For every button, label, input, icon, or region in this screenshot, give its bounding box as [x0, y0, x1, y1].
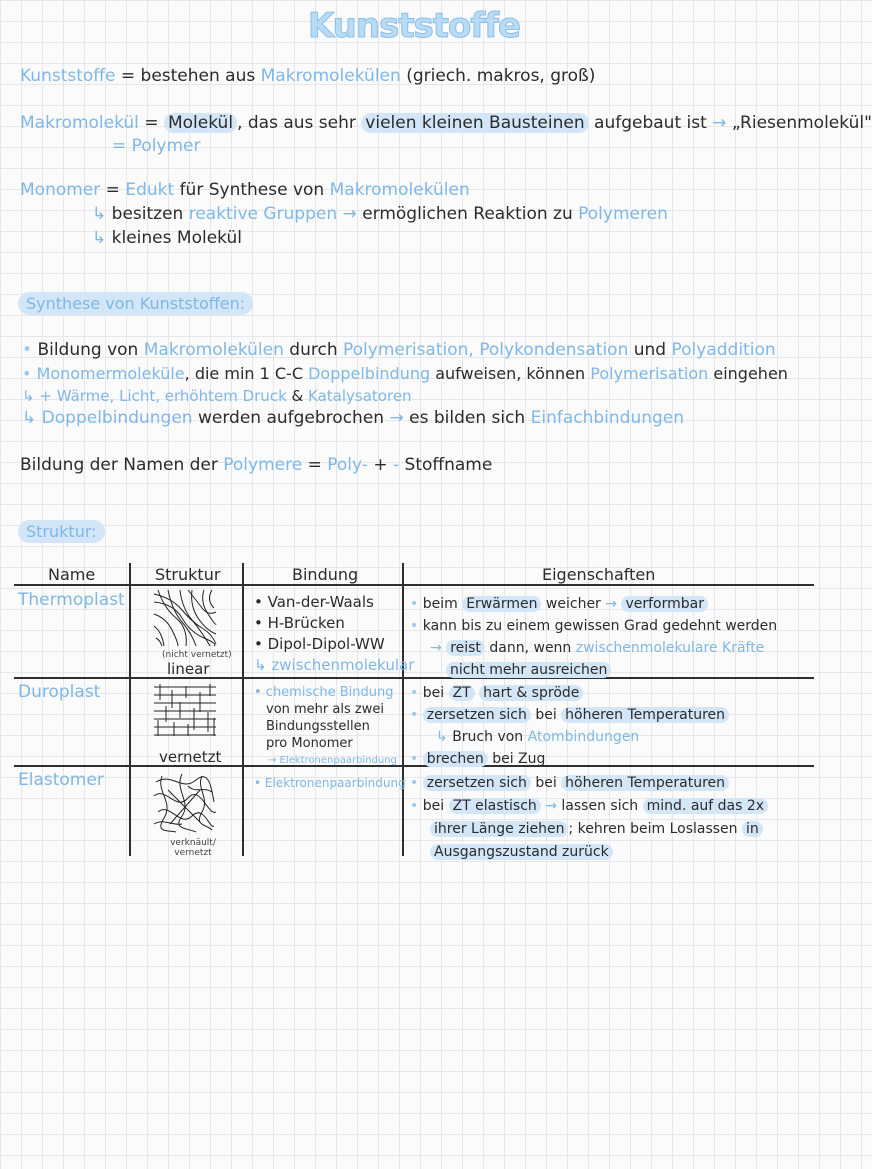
text: + [373, 455, 388, 475]
column-header-eigenschaften: Eigenschaften [542, 565, 656, 584]
text: für Synthese von [179, 180, 325, 200]
term-polymeren: Polymeren [578, 204, 668, 224]
bullet: • [22, 364, 32, 383]
term: Poly- [327, 455, 368, 475]
bullet: • [410, 685, 419, 701]
eig-line [410, 726, 729, 748]
bindung-duroplast [254, 684, 397, 769]
highlight: zersetzen sich [423, 775, 531, 791]
text: besitzen [111, 204, 184, 224]
term: erhöhtem Druck [164, 387, 287, 405]
structure-label-vernetzt: vernetzt [159, 748, 222, 766]
text: & [291, 387, 304, 405]
tangled-structure-drawing [152, 772, 218, 834]
text: werden aufgebrochen [197, 408, 385, 428]
term-makromolekuelen: Makromolekülen [260, 66, 401, 86]
eig-line [410, 682, 729, 704]
text: lassen sich [561, 798, 639, 814]
highlight-molekuel: Molekül [164, 113, 237, 133]
term: - [393, 455, 400, 475]
eig-line [410, 615, 777, 637]
term-kunststoffe: Kunststoffe [20, 66, 116, 86]
bindung-item: ↳ zwischenmolekular [254, 656, 415, 674]
structure-label-verknaeult: verknäult/ vernetzt [170, 838, 216, 858]
arrow-icon: → [712, 113, 727, 133]
eigenschaften-thermoplast [410, 593, 777, 681]
text: ermöglichen Reaktion zu [362, 204, 573, 224]
table-col-rule [242, 563, 244, 856]
term-monomer: Monomer [20, 180, 101, 200]
arrow-icon: ↳ [436, 729, 448, 745]
highlight: höheren Temperaturen [561, 707, 729, 723]
eig-line [410, 795, 768, 818]
highlight: ZT [449, 685, 475, 701]
equals: = [144, 113, 159, 133]
highlight: zersetzen sich [423, 707, 531, 723]
bindung-item: pro Monomer [266, 736, 353, 751]
bindung-item: Bindungsstellen [266, 719, 370, 734]
text: eingehen [713, 364, 788, 383]
table-col-rule [129, 563, 131, 856]
synthese-conditions [22, 387, 412, 405]
text: aufgebaut ist [594, 113, 707, 133]
text: , die min 1 C-C [184, 364, 303, 383]
highlight: mind. auf das 2x [643, 798, 768, 814]
text: weicher [545, 596, 601, 612]
structure-label-linear: linear [167, 660, 210, 678]
column-header-name: Name [48, 565, 96, 584]
arrow-icon: ↳ [22, 387, 35, 405]
bindung-elastomer [254, 774, 406, 793]
text: Stoffname [404, 455, 493, 475]
bullet: • [22, 340, 33, 360]
section-heading-synthese: Synthese von Kunststoffen: [18, 292, 253, 315]
bullet: • [410, 618, 419, 634]
monomer-detail-1 [92, 204, 668, 224]
row-name-thermoplast: Thermoplast [18, 590, 125, 610]
arrow-icon: → [605, 596, 618, 612]
equals: = [105, 180, 120, 200]
equals: = [120, 66, 136, 86]
polymer-synonym: = Polymer [112, 136, 201, 156]
term: Doppelbindungen [41, 408, 193, 428]
column-header-struktur: Struktur [155, 565, 221, 584]
text: es bilden sich [409, 408, 526, 428]
highlight: nicht mehr ausreichen [446, 662, 611, 678]
synthese-doppelbindungen [22, 408, 684, 428]
eig-line [410, 772, 768, 795]
term: + Wärme, [39, 387, 115, 405]
term: Polykondensation [479, 340, 629, 360]
text: Bildung der Namen der [20, 455, 218, 475]
arrow-icon: ↳ [92, 204, 107, 224]
highlight-bausteine: vielen kleinen Bausteinen [361, 113, 588, 133]
text: Bruch von [452, 729, 524, 745]
text: bei [422, 798, 445, 814]
text: beim [422, 596, 458, 612]
term: Licht, [119, 387, 160, 405]
text: , das aus sehr [237, 113, 356, 133]
term: Polymerisation [590, 364, 709, 383]
highlight: brechen [423, 751, 488, 767]
bindung-item: von mehr als zwei [266, 702, 384, 717]
term: Polyaddition [671, 340, 776, 360]
text: aufweisen, können [435, 364, 586, 383]
bullet: • [410, 798, 419, 814]
highlight: ihrer Länge ziehen [430, 821, 568, 837]
term: Doppelbindung [308, 364, 431, 383]
term-reaktive-gruppen: reaktive Gruppen [188, 204, 338, 224]
eig-line [410, 748, 729, 770]
eig-line [410, 659, 777, 681]
term: Atombindungen [527, 729, 640, 745]
text: bei [535, 707, 557, 723]
synthese-bullet-2 [22, 364, 788, 383]
eig-line [410, 637, 777, 659]
arrow-icon: ↳ [22, 408, 37, 428]
highlight: reist [446, 640, 485, 656]
text: bei [422, 685, 445, 701]
text: bei [535, 775, 557, 791]
etymology: (griech. makros, groß) [406, 66, 596, 86]
term-makromolekuelen: Makromolekülen [329, 180, 470, 200]
monomer-detail-2 [92, 228, 242, 248]
section-heading-struktur: Struktur: [18, 520, 105, 543]
bindung-item: • Van-der-Waals [254, 593, 374, 611]
synthese-bullet-1 [22, 340, 776, 360]
bindung-item: • Dipol-Dipol-WW [254, 635, 385, 653]
bindung-item: • H-Brücken [254, 614, 345, 632]
term-edukt: Edukt [125, 180, 175, 200]
term: Katalysatoren [308, 387, 412, 405]
column-header-bindung: Bindung [292, 565, 359, 584]
term: Polymerisation, [343, 340, 474, 360]
row-name-duroplast: Duroplast [18, 682, 101, 702]
bullet: • [410, 775, 419, 791]
text: dann, wenn [489, 640, 572, 656]
term: Monomermoleküle [36, 364, 185, 383]
bullet: • [410, 707, 419, 723]
term-makromolekuel: Makromolekül [20, 113, 139, 133]
highlight: Ausgangszustand zurück [430, 844, 613, 860]
bullet: • [410, 596, 419, 612]
page-title: Kunststoffe [307, 6, 521, 46]
eig-line [410, 704, 729, 726]
highlight: hart & spröde [479, 685, 583, 701]
def-makromolekuel [20, 113, 872, 133]
row-name-elastomer: Elastomer [18, 770, 104, 790]
text: durch [289, 340, 338, 360]
text: kann bis zu einem gewissen Grad gedehnt werden [422, 618, 778, 634]
term: Einfachbindungen [530, 408, 685, 428]
term: Polymere [223, 455, 303, 475]
highlight: ZT elastisch [449, 798, 541, 814]
def-kunststoffe [20, 66, 595, 86]
bindung-item: • chemische Bindung [254, 685, 394, 700]
eig-line [410, 841, 768, 864]
term: zwischenmolekulare Kräfte [575, 640, 765, 656]
bullet: • [410, 751, 419, 767]
highlight: Erwärmen [462, 596, 541, 612]
eigenschaften-duroplast [410, 682, 729, 770]
structure-note: (nicht vernetzt) [162, 650, 232, 660]
table-header-rule [14, 584, 814, 586]
arrow-icon: → [545, 798, 557, 814]
linear-structure-drawing [152, 588, 218, 648]
text: = [307, 455, 322, 475]
eig-line [410, 818, 768, 841]
text: kleines Molekül [111, 228, 242, 248]
crosslinked-structure-drawing [152, 682, 218, 738]
arrow-icon: → [342, 204, 357, 224]
arrow-icon: → [389, 408, 404, 428]
eig-line [410, 593, 777, 615]
arrow-icon: → [430, 640, 442, 656]
naming-rule [20, 455, 492, 475]
bindung-item: → Elektronenpaarbindung [268, 755, 397, 766]
eigenschaften-elastomer [410, 772, 768, 864]
text: ; kehren beim Loslassen [568, 821, 738, 837]
text: bei Zug [492, 751, 546, 767]
term: Makromolekülen [143, 340, 284, 360]
highlight: verformbar [621, 596, 708, 612]
text: Bildung von [37, 340, 139, 360]
text: bestehen aus [140, 66, 256, 86]
text: „Riesenmolekül" [731, 113, 872, 133]
text: und [633, 340, 667, 360]
bindung-thermoplast [254, 592, 414, 676]
bindung-item: • Elektronenpaarbindung [254, 776, 406, 790]
arrow-icon: ↳ [92, 228, 107, 248]
def-monomer [20, 180, 470, 200]
highlight: in [742, 821, 763, 837]
highlight: höheren Temperaturen [561, 775, 729, 791]
